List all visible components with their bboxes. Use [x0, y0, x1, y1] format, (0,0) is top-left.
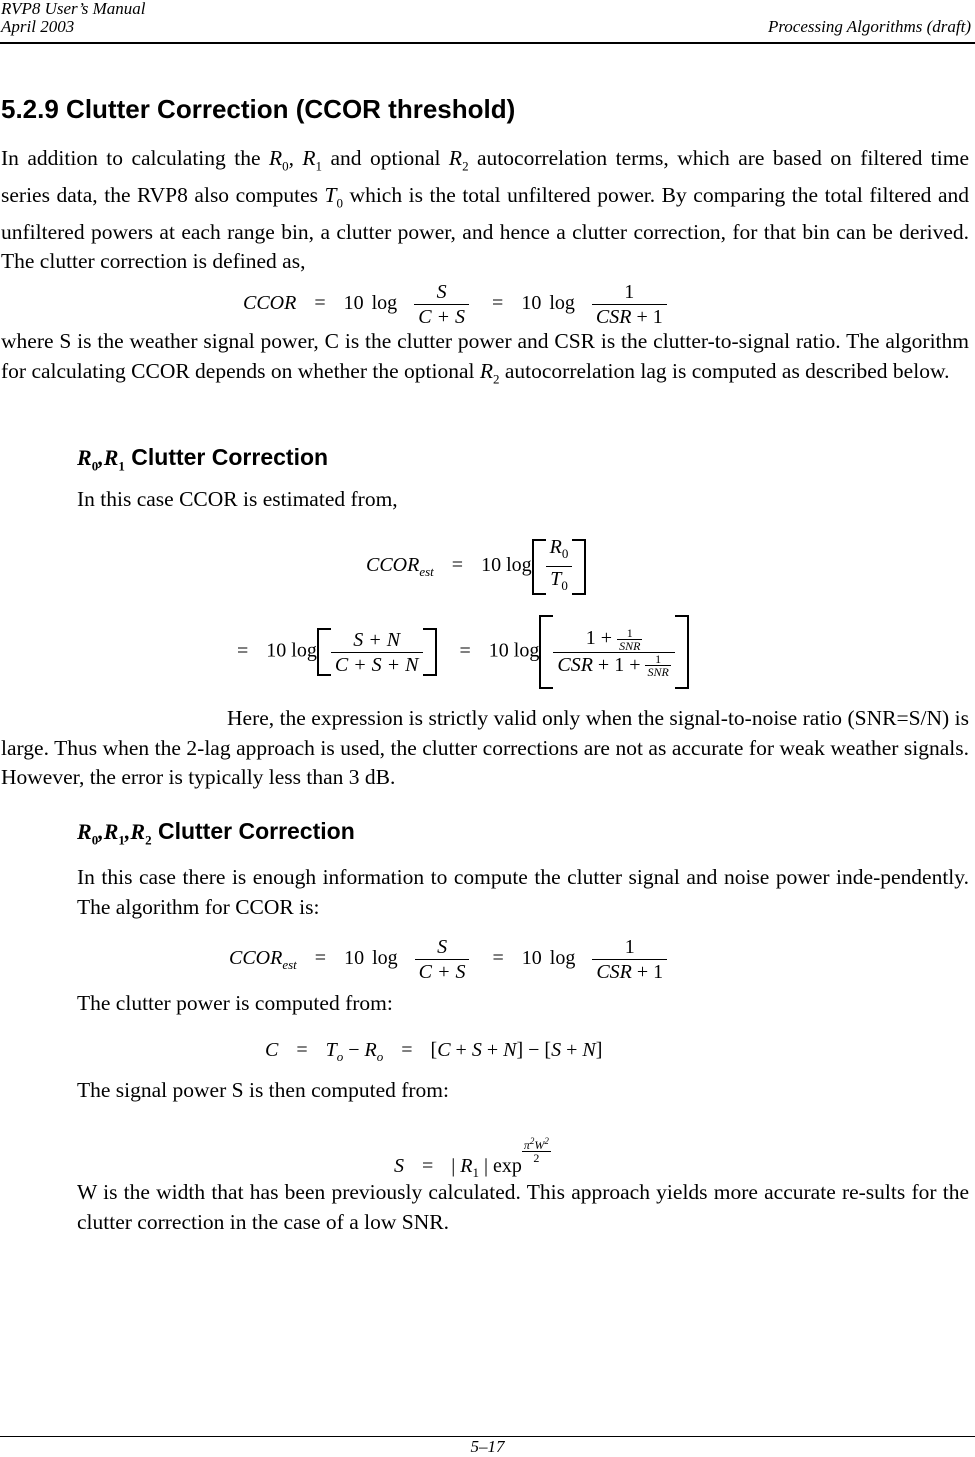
- section-title: 5.2.9 Clutter Correction (CCOR threshold): [1, 94, 516, 124]
- manual-name: RVP8 User’s Manual: [1, 0, 146, 18]
- subsection-title-3lag: $R_0,R_1,R_2$ Clutter Correction: [77, 818, 355, 848]
- math-r0-r1: $R_0$, $R_1$: [268, 146, 323, 174]
- equation-ccor-est-3lag: $CCOR_{est} = 10$ log $\frac{S}{C + S}$ = 10 log $\frac{1}{\text{CSR + 1}}$: [229, 935, 667, 984]
- equation-signal-power: S = | $R_1$ | exp $\frac{\pi^2W^2}{2}$: [394, 1136, 549, 1180]
- header-chapter-title: Processing Algorithms (draft): [767, 17, 971, 36]
- manual-date: April 2003: [1, 17, 75, 36]
- math-t0: $T_0$: [324, 182, 344, 211]
- equation-ccor-est-2lag: $CCOR_{est} = 10$ log $\frac{R_0}{T_0}$: [366, 535, 586, 598]
- math-r2: $R_2$: [448, 146, 469, 174]
- clutter-power-lead: The clutter power is computed from:: [77, 991, 393, 1015]
- closing-paragraph: W is the width that has been previously calculated. This approach yields more accurate re-sults for the clutter correction in the case of a low SNR.: [77, 1180, 969, 1234]
- equation-ccor-est-expanded: = 10 log $\frac{S + N}{C + S + N}$ = 10 log 1 + $\frac{1}{\text{SNR}}$ CSR + 1 + $\frac{1}{\text{SNR}}$: [237, 615, 689, 689]
- header-manual-title: [1, 0, 146, 36]
- signal-power-lead: The signal power S is then computed from:: [77, 1078, 449, 1102]
- ccor-explanation-paragraph: where S is the weather signal power, C is the clutter power and CSR is the clutter-to-signal ratio. The algorithm for calculating CCOR depends on whether the optional $R_2$ autocorrelation lag is computed as described below.: [1, 329, 969, 386]
- header-rule: [0, 42, 975, 44]
- equation-ccor-definition: CCOR = 10 log $\frac{S}{C + S}$ = 10 log $\frac{1}{\text{CSR + 1}}$: [243, 280, 667, 329]
- subsection-2lag-body: Here, the expression is strictly valid only when the signal-to-noise ratio (SNR=S/N) is large. Thus when the 2-lag approach is used, the clutter corrections are not as accurate for weak weather signals. However, the error is typically less than 3 dB.: [1, 706, 969, 789]
- subsection-3lag-lead: In this case there is enough information to compute the clutter signal and noise power inde-pendently. The algorithm for CCOR is:: [77, 865, 969, 919]
- subsection-title-2lag: $R_0,R_1$ Clutter Correction: [77, 444, 329, 474]
- subsection-2lag-lead: In this case CCOR is estimated from,: [77, 487, 398, 511]
- equation-clutter-power: $C = T_o - R_o = [C + S + N] - [S + N]$: [265, 1039, 603, 1064]
- intro-paragraph: In addition to calculating the $R_0$, $R_1$ and optional $R_2$ autocorrelation terms, which are based on filtered time series data, the RVP8 also computes $T_0$ which is the total unfiltered power. By comparing the total filtered and unfiltered powers at each range bin, a clutter power, and hence a clutter correction, for that bin can be derived. The clutter correction is defined as,: [1, 146, 969, 274]
- page-number: 5–17: [470, 1437, 505, 1456]
